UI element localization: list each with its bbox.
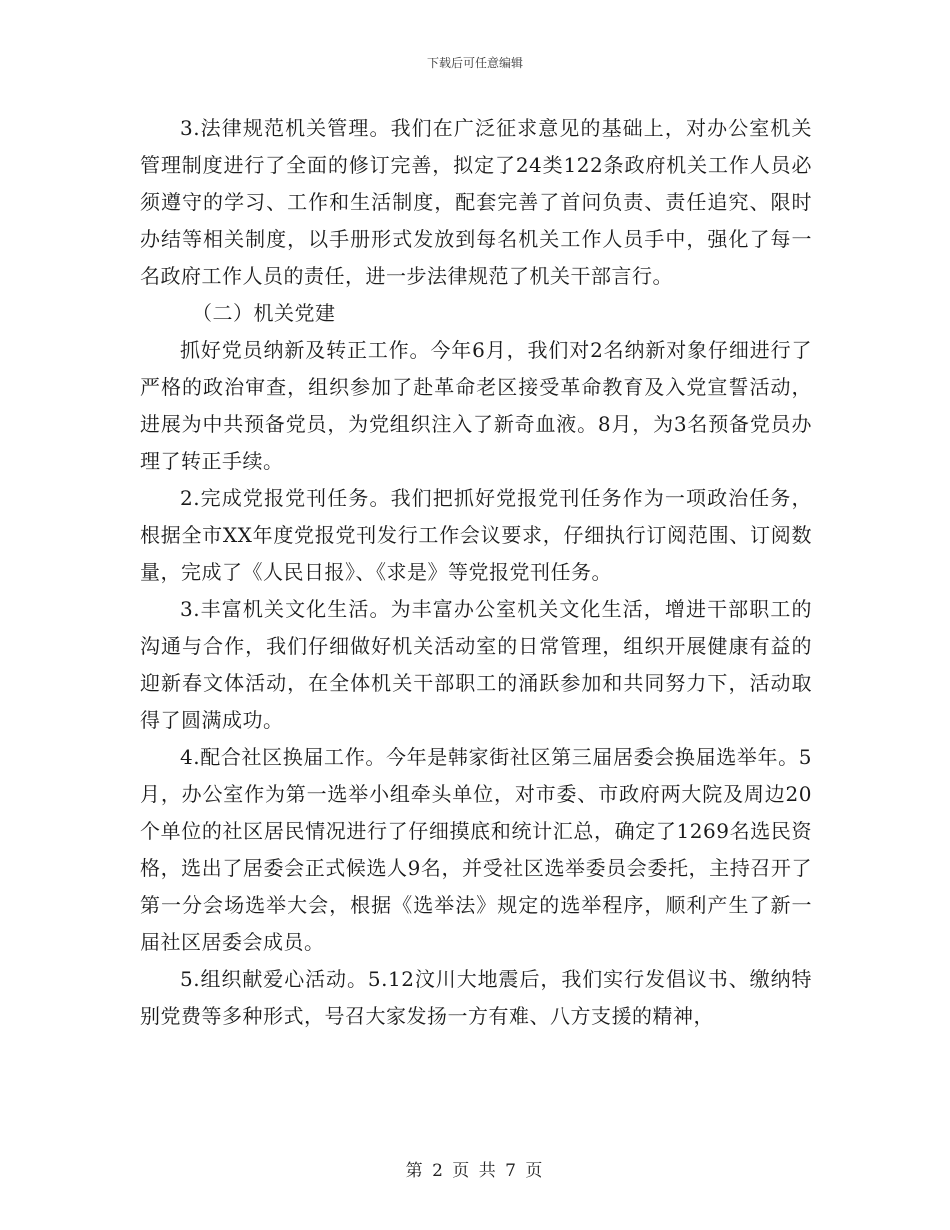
section-heading-party-building: （二）机关党建 (192, 301, 336, 325)
paragraph-cultural-life: 3.丰富机关文化生活。为丰富办公室机关文化生活，增进干部职工的沟通与合作，我们仔细做好机关活动室的日常管理，组织开展健康有益的迎新春文体活动，在全体机关干部职工的涌跃参加和共同努力下，活动取得了圆满成功。 (140, 597, 812, 732)
paragraph-charity-activity: 5.组织献爱心活动。5.12汶川大地震后，我们实行发倡议书、缴纳特别党费等多种形式，号召大家发扬一方有难、八方支援的精神， (140, 967, 812, 1028)
paragraph-community-election: 4.配合社区换届工作。今年是韩家街社区第三届居委会换届选举年。5月，办公室作为第一选举小组牵头单位，对市委、市政府两大院及周边20个单位的社区居民情况进行了仔细摸底和统计汇总，确定了1269名选民资格，选出了居委会正式候选人9名，并受社区选举委员会委托，主持召开了第一分会场选举大会，根据《选举法》规定的选举程序，顺利产生了新一届社区居委会成员。 (140, 745, 812, 954)
paragraph-party-members: 抓好党员纳新及转正工作。今年6月，我们对2名纳新对象仔细进行了严格的政治审查，组织参加了赴革命老区接受革命教育及入党宣誓活动，进展为中共预备党员，为党组织注入了新奇血液。8月，为3名预备党员办理了转正手续。 (140, 338, 812, 473)
document-body (140, 110, 812, 1035)
page-number: 第 2 页 共 7 页 (405, 1161, 545, 1181)
page-header: 下载后可任意编辑 (426, 56, 523, 70)
paragraph-party-newspapers: 2.完成党报党刊任务。我们把抓好党报党刊任务作为一项政治任务，根据全市XX年度党报党刊发行工作会议要求，仔细执行订阅范围、订阅数量，完成了《人民日报》、《求是》等党报党刊任务。 (140, 486, 812, 584)
paragraph-legal-management: 3.法律规范机关管理。我们在广泛征求意见的基础上，对办公室机关管理制度进行了全面的修订完善，拟定了24类122条政府机关工作人员必须遵守的学习、工作和生活制度，配套完善了首问负责、责任追究、限时办结等相关制度，以手册形式发放到每名机关工作人员手中，强化了每一名政府工作人员的责任，进一步法律规范了机关干部言行。 (140, 116, 812, 288)
